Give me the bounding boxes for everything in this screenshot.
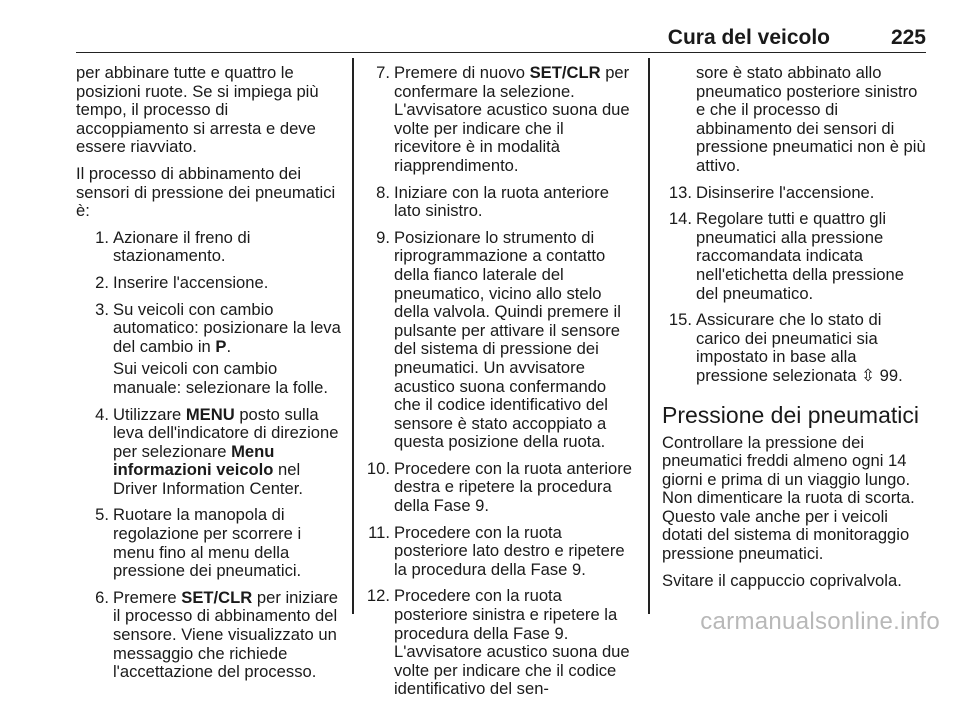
page-reference-link[interactable]: ⇳ 99.	[861, 365, 903, 385]
list-item: 2. Inserire l'accensione.	[95, 272, 269, 292]
list-item: 9. Posizionare lo strumento di riprogrammazione a contatto della fianco laterale del pneumatico, vicino allo stelo della valvola. Quindi premere il pulsante per attivare il sensore del sistema di pressione dei pneumatici. Un avvisatore acustico suona confermando che il codice identificativo del sensore è stato accoppiato a questa posizione della ruota.	[376, 227, 621, 452]
list-item-continuation: sore è stato abbinato allo pneumatico posteriore sinistro e che il processo di abbinamento dei sensori di pressione pneumatici non è più attivo.	[696, 63, 926, 175]
list-item: 12. Procedere con la ruota posteriore sinistra e ripetere la procedura della Fase 9. L'avvisatore acustico suona due volte per indicare che il codice identificativo del sen-	[366, 586, 630, 699]
list-item: 5. Ruotare la manopola di regolazione per scorrere i menu fino al menu della pressione dei pneumatici.	[95, 505, 302, 581]
step-list	[76, 229, 344, 682]
column-3	[662, 64, 930, 598]
section-title: Cura del veicolo	[667, 26, 830, 49]
list-item: 6. Premere SET/CLR per iniziare il processo di abbinamento del sensore. Viene visualizzato un messaggio che richiede l'accettazione del processo.	[95, 587, 339, 682]
column-1	[76, 64, 344, 690]
page-header	[76, 18, 926, 53]
column-divider-left	[352, 58, 354, 614]
list-item: 7. Premere di nuovo SET/CLR per confermare la selezione. L'avvisatore acustico suona due volte per indicare che il ricevitore è in modalità riapprendimento.	[376, 63, 630, 175]
list-item: 8. Iniziare con la ruota anteriore lato sinistro.	[376, 182, 609, 221]
list-item: 11. Procedere con la ruota posteriore lato destro e ripetere la procedura della Fase 9.	[368, 522, 625, 579]
list-item: 10. Procedere con la ruota anteriore destra e ripetere la procedura della Fase 9.	[366, 458, 632, 516]
section-heading: Pressione dei pneumatici	[662, 401, 919, 428]
list-item: 15. Assicurare che lo stato di carico dei pneumatici sia impostato in base alla pressione selezionata ⇳ 99.	[668, 310, 903, 385]
paragraph: Il processo di abbinamento dei sensori di pressione dei pneumatici è:	[76, 163, 336, 221]
list-item: 3. Su veicoli con cambio automatico: posizionare la leva del cambio in P. Sui veicoli con cambio manuale: selezionare la folle.	[89, 301, 344, 398]
page-number: 225	[890, 26, 926, 49]
list-item-note: Sui veicoli con cambio manuale: selezionare la folle.	[113, 359, 328, 397]
list-item: 4. Utilizzare MENU posto sulla leva dell'indicatore di direzione per selezionare Menu informazioni veicolo nel Driver Information Center.	[95, 404, 339, 498]
list-item: 13. Disinserire l'accensione.	[668, 182, 875, 202]
column-divider-right	[648, 58, 650, 614]
list-item: 14. Regolare tutti e quattro gli pneumatici alla pressione raccomandata indicata nell'etichetta della pressione del pneumatico.	[668, 209, 904, 303]
paragraph: per abbinare tutte e quattro le posizioni ruote. Se si impiega più tempo, il processo di accoppiamento si arresta e deve essere riavviato.	[76, 63, 319, 157]
watermark: carmanualsonline.info	[700, 608, 940, 635]
paragraph: Svitare il cappuccio coprivalvola.	[662, 570, 902, 590]
list-item: 1. Azionare il freno di stazionamento.	[95, 227, 251, 266]
column-2	[360, 64, 635, 707]
paragraph: Controllare la pressione dei pneumatici freddi almeno ogni 14 giorni e prima di un viaggio lungo. Non dimenticare la ruota di scorta. Questo vale anche per i veicoli dotati del sistema di monitoraggio pressione pneumatici.	[662, 432, 915, 564]
